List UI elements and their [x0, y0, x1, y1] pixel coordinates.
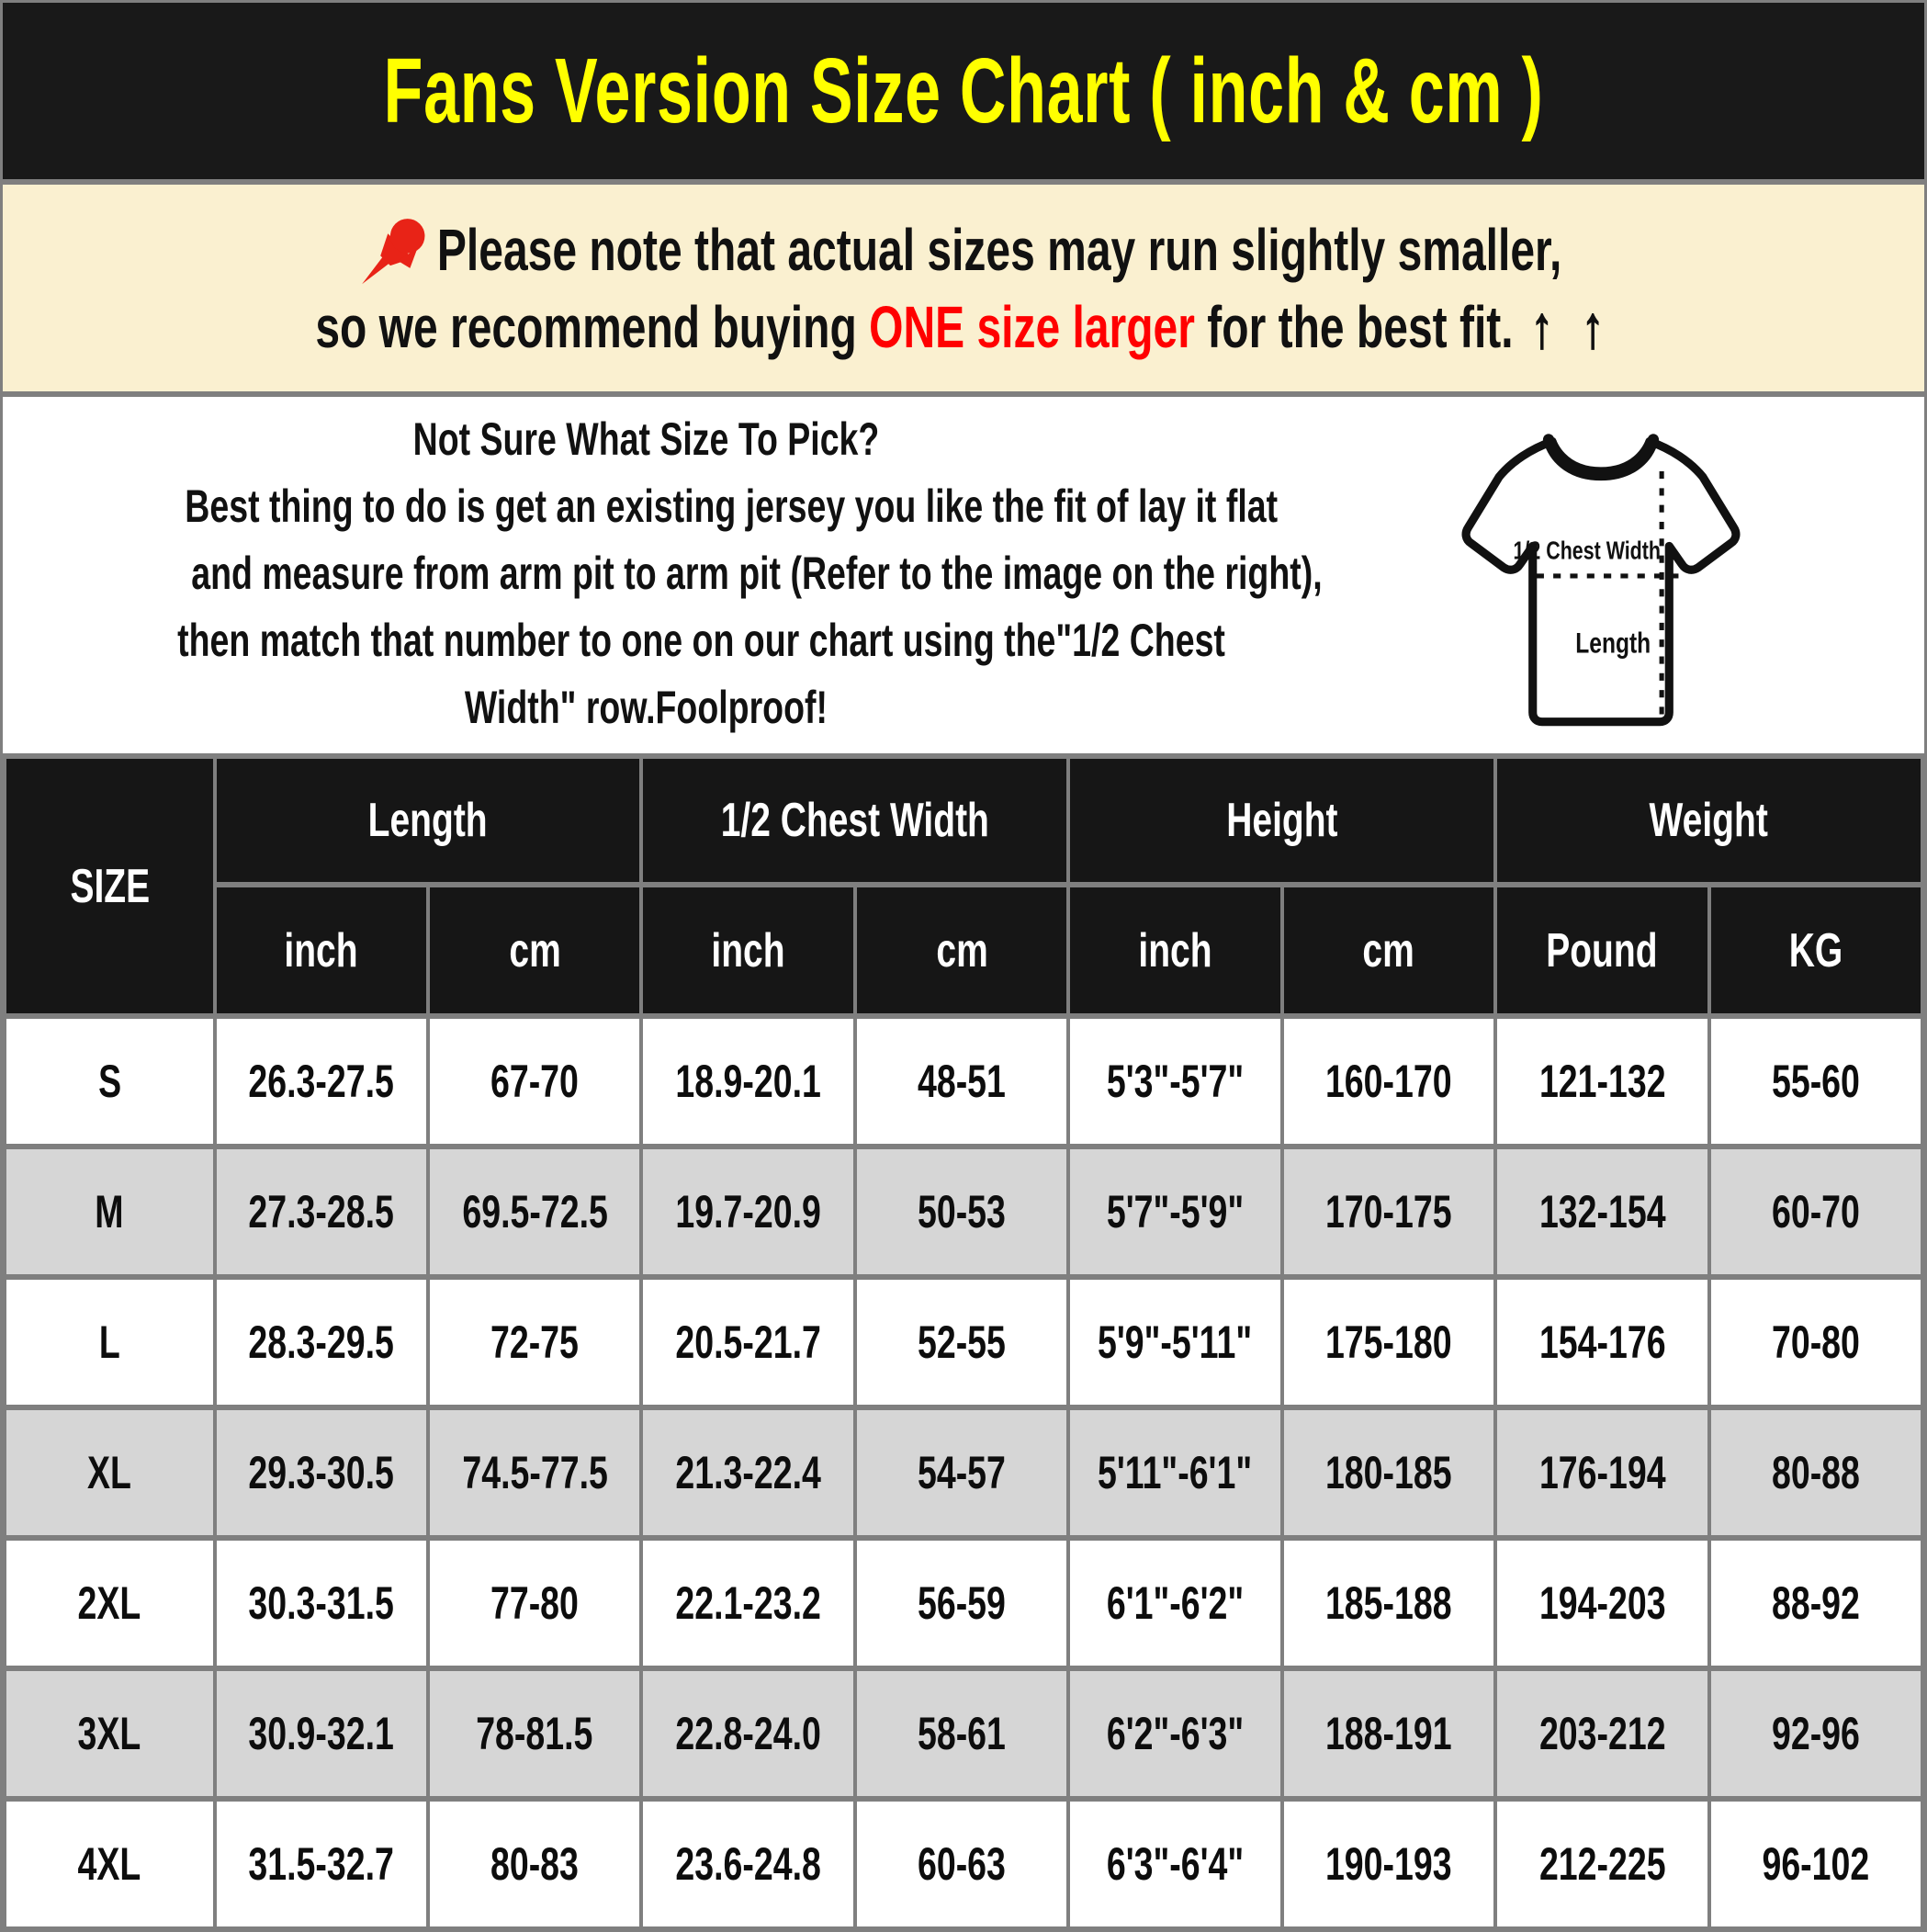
- size-table-header: [5, 756, 1922, 1016]
- tshirt-collar: [1549, 439, 1653, 475]
- subheader-length-inch: inch: [215, 885, 428, 1016]
- table-cell: 5'9"-5'11": [1068, 1277, 1281, 1407]
- table-cell: 26.3-27.5: [215, 1016, 428, 1147]
- shirt-chest-label: 1/2 Chest Width: [1513, 537, 1661, 566]
- guide-heading: Not Sure What Size To Pick?: [412, 413, 879, 465]
- guide-line-3: then match that number to one on our chart using the"1/2 Chest: [177, 615, 1225, 666]
- table-cell: 77-80: [428, 1538, 641, 1668]
- table-cell: 194-203: [1495, 1538, 1708, 1668]
- title-bar: [3, 3, 1924, 185]
- pushpin-icon: [355, 211, 434, 290]
- table-cell: 6'1"-6'2": [1068, 1538, 1281, 1668]
- table-cell: 20.5-21.7: [641, 1277, 854, 1407]
- note-highlight: ONE size larger: [868, 293, 1195, 360]
- subheader-weight-pound: Pound: [1495, 885, 1708, 1016]
- size-cell: S: [5, 1016, 215, 1147]
- table-cell: 88-92: [1709, 1538, 1922, 1668]
- shirt-length-label: Length: [1575, 626, 1651, 660]
- table-cell: 190-193: [1282, 1799, 1495, 1929]
- table-row: [5, 1277, 1922, 1407]
- subheader-chest-cm: cm: [855, 885, 1068, 1016]
- tshirt-outline: [1466, 441, 1736, 721]
- up-arrows-icon: ↑ ↑: [1530, 293, 1612, 360]
- size-header-cell: SIZE: [5, 756, 215, 1016]
- note-text-2a: so we recommend buying: [315, 293, 869, 360]
- table-cell: 70-80: [1709, 1277, 1922, 1407]
- table-cell: 30.9-32.1: [215, 1668, 428, 1799]
- table-cell: 96-102: [1709, 1799, 1922, 1929]
- table-cell: 60-63: [855, 1799, 1068, 1929]
- tshirt-measure-diagram: [1447, 417, 1755, 739]
- table-row: [5, 1538, 1922, 1668]
- table-cell: 6'2"-6'3": [1068, 1668, 1281, 1799]
- note-line-1: [166, 218, 1761, 282]
- measuring-guide: [3, 397, 1924, 753]
- table-row: [5, 1799, 1922, 1929]
- table-cell: 154-176: [1495, 1277, 1708, 1407]
- table-cell: 67-70: [428, 1016, 641, 1147]
- table-cell: 27.3-28.5: [215, 1147, 428, 1277]
- table-cell: 54-57: [855, 1407, 1068, 1538]
- note-line-2: [99, 295, 1829, 359]
- table-cell: 18.9-20.1: [641, 1016, 854, 1147]
- table-cell: 19.7-20.9: [641, 1147, 854, 1277]
- table-cell: 5'11"-6'1": [1068, 1407, 1281, 1538]
- table-cell: 185-188: [1282, 1538, 1495, 1668]
- table-cell: 160-170: [1282, 1016, 1495, 1147]
- subheader-weight-kg: KG: [1709, 885, 1922, 1016]
- table-cell: 175-180: [1282, 1277, 1495, 1407]
- table-cell: 28.3-29.5: [215, 1277, 428, 1407]
- table-cell: 5'3"-5'7": [1068, 1016, 1281, 1147]
- table-cell: 29.3-30.5: [215, 1407, 428, 1538]
- table-cell: 203-212: [1495, 1668, 1708, 1799]
- size-cell: 3XL: [5, 1668, 215, 1799]
- subheader-height-cm: cm: [1282, 885, 1495, 1016]
- table-cell: 92-96: [1709, 1668, 1922, 1799]
- table-cell: 80-83: [428, 1799, 641, 1929]
- table-cell: 80-88: [1709, 1407, 1922, 1538]
- table-cell: 31.5-32.7: [215, 1799, 428, 1929]
- table-cell: 21.3-22.4: [641, 1407, 854, 1538]
- group-header-length: Length: [215, 756, 642, 885]
- group-header-chest-width: 1/2 Chest Width: [641, 756, 1068, 885]
- note-banner: [3, 185, 1924, 397]
- table-cell: 132-154: [1495, 1147, 1708, 1277]
- table-row: [5, 1407, 1922, 1538]
- table-cell: 60-70: [1709, 1147, 1922, 1277]
- size-table-body: [5, 1016, 1922, 1929]
- guide-line-2: and measure from arm pit to arm pit (Refer to the image on the right),: [191, 548, 1323, 599]
- note-text-2b: for the best fit.: [1194, 293, 1526, 360]
- subheader-height-inch: inch: [1068, 885, 1281, 1016]
- note-text-1: Please note that actual sizes may run slightly smaller,: [436, 216, 1562, 283]
- guide-line-1: Best thing to do is get an existing jersey you like the fit of lay it flat: [185, 480, 1279, 532]
- page-title: Fans Version Size Chart ( inch & cm ): [383, 39, 1544, 142]
- table-cell: 78-81.5: [428, 1668, 641, 1799]
- guide-line-4: Width" row.Foolproof!: [464, 682, 828, 733]
- table-cell: 50-53: [855, 1147, 1068, 1277]
- table-cell: 58-61: [855, 1668, 1068, 1799]
- size-cell: 4XL: [5, 1799, 215, 1929]
- table-cell: 72-75: [428, 1277, 641, 1407]
- size-cell: L: [5, 1277, 215, 1407]
- table-cell: 56-59: [855, 1538, 1068, 1668]
- size-cell: 2XL: [5, 1538, 215, 1668]
- size-cell: XL: [5, 1407, 215, 1538]
- size-cell: M: [5, 1147, 215, 1277]
- guide-text-block: [3, 406, 1323, 741]
- subheader-chest-inch: inch: [641, 885, 854, 1016]
- table-cell: 69.5-72.5: [428, 1147, 641, 1277]
- group-header-height: Height: [1068, 756, 1495, 885]
- table-cell: 55-60: [1709, 1016, 1922, 1147]
- subheader-length-cm: cm: [428, 885, 641, 1016]
- table-cell: 22.1-23.2: [641, 1538, 854, 1668]
- table-cell: 188-191: [1282, 1668, 1495, 1799]
- table-cell: 180-185: [1282, 1407, 1495, 1538]
- group-header-weight: Weight: [1495, 756, 1922, 885]
- table-cell: 48-51: [855, 1016, 1068, 1147]
- table-cell: 5'7"-5'9": [1068, 1147, 1281, 1277]
- table-row: [5, 1668, 1922, 1799]
- table-row: [5, 1016, 1922, 1147]
- table-cell: 121-132: [1495, 1016, 1708, 1147]
- table-cell: 30.3-31.5: [215, 1538, 428, 1668]
- table-cell: 74.5-77.5: [428, 1407, 641, 1538]
- size-table: [3, 753, 1924, 1932]
- table-cell: 23.6-24.8: [641, 1799, 854, 1929]
- table-cell: 6'3"-6'4": [1068, 1799, 1281, 1929]
- table-cell: 212-225: [1495, 1799, 1708, 1929]
- table-cell: 52-55: [855, 1277, 1068, 1407]
- table-cell: 22.8-24.0: [641, 1668, 854, 1799]
- table-row: [5, 1147, 1922, 1277]
- table-cell: 170-175: [1282, 1147, 1495, 1277]
- table-cell: 176-194: [1495, 1407, 1708, 1538]
